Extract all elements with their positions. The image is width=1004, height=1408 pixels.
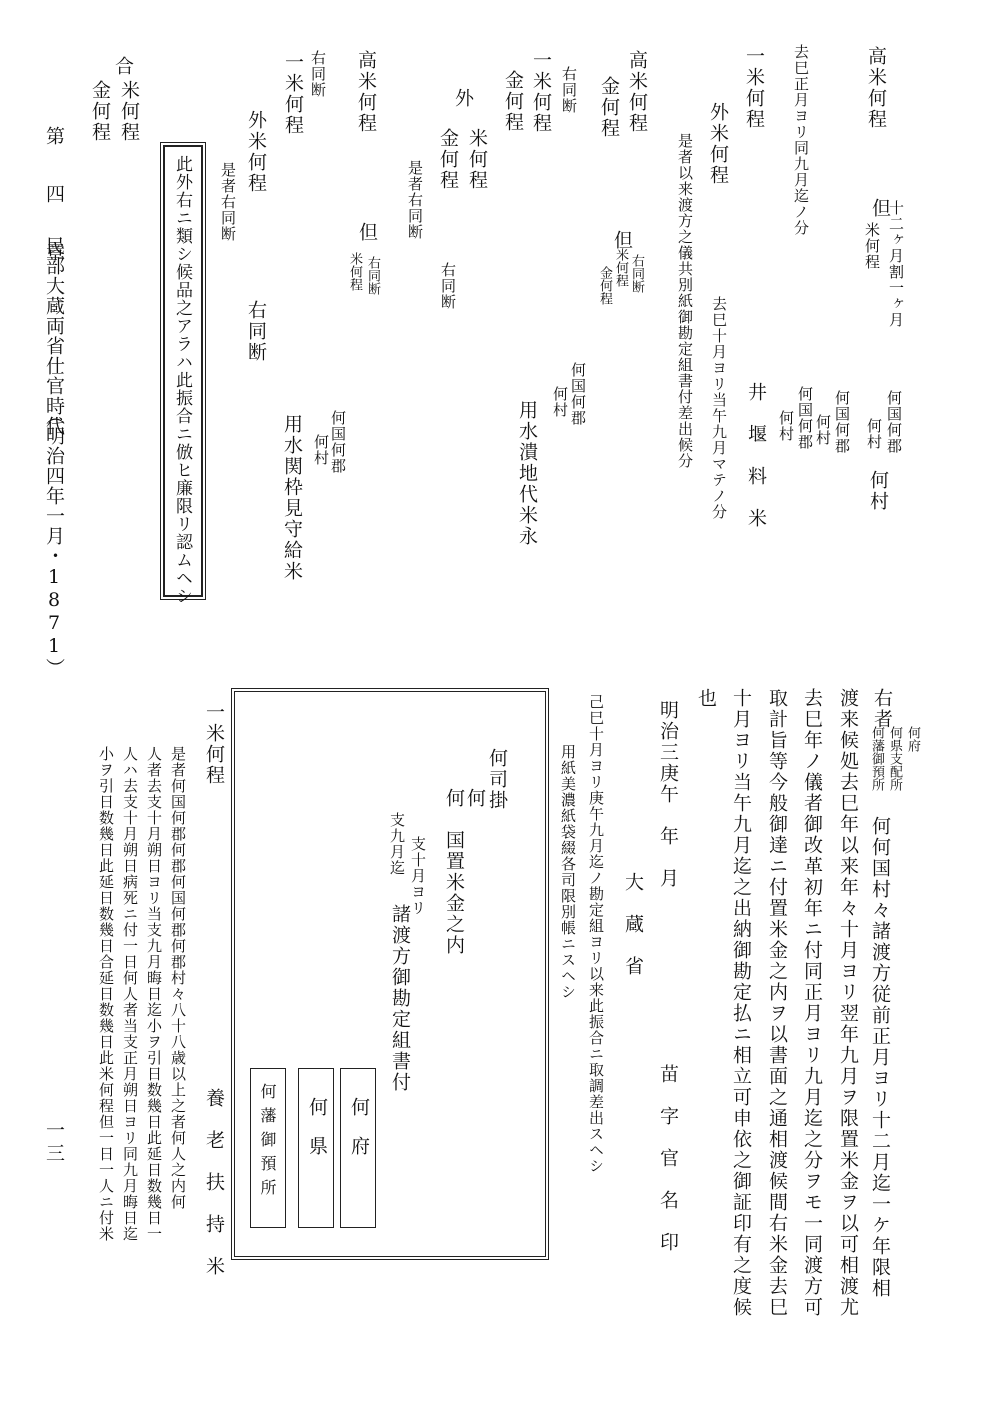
explanatory-note: 是者右同断 [406,160,424,240]
location-note: 何国何郡 [329,410,347,474]
body-line: 何何国村々諸渡方従前正月ヨリ十二月迄一ケ年限相 [869,816,891,1299]
same-as-above: 右同断 [245,300,267,363]
location-note: 何国何郡 [833,390,851,454]
proviso-mark: 但 [869,198,891,219]
location-note: 何国何郡 [796,386,814,450]
stamp-box-ken [298,1068,334,1228]
form-period: 支九月迄 [388,812,406,876]
document-head: 右者 [871,688,893,730]
form-period: 支十月ヨリ [409,836,427,916]
entry-rice: 一米何程 [530,50,552,134]
item-label: 用水潰地代米永 [516,400,538,547]
location-note: 何村 [814,414,832,446]
form-subject: 諸渡方御勘定組書付 [389,904,411,1093]
explanatory-note: 是者以来渡方之儀共別紙御勘定組書付差出候分 [676,133,694,469]
explanatory-note: 人ハ去支十月朔日病死ニ付一日何人者当支正月朔日ヨリ同九月晦日迄 [121,746,139,1242]
stamp-label: 何県 [306,1097,328,1175]
extra-heading: 外 [452,88,474,109]
period-heading: 去巳正月ヨリ同九月迄ノ分 [792,44,810,236]
entry-money: 金何程 [598,76,620,139]
proviso-note: 右同断 [629,254,644,293]
explanatory-note: 是者右同断 [219,162,237,242]
date-line: 明治三庚午 年 月 [657,700,679,889]
ministry-name: 大 蔵 省 [622,872,644,977]
body-line: 去巳年ノ儀者御改革初年ニ付同正月ヨリ九月迄之分ヲモ一同渡方可 [801,688,823,1318]
proviso-note: 米何程 [347,252,362,291]
note-box-text: 此外右ニ類シ候品之アラハ此振合ニ倣ヒ廉限リ認ムヘシ [172,155,192,605]
explanatory-note: 人者去支十月朔日ヨリ当支九月晦日迄小ヲ引日数幾日此延日数幾日一 [145,746,163,1242]
body-line: 渡来候処去巳年以来年々十月ヨリ翌年九月ヲ限置米金ヲ以可相渡尤 [837,688,859,1318]
period-note: 去巳十月ヨリ当午九月マテノ分 [710,296,728,520]
office-note: 何府 [905,726,920,752]
proviso-note: 右同断 [365,256,380,295]
proviso-note: 米何程 [863,222,881,270]
entry-total-rice: 高米何程 [355,50,377,134]
chapter-label: 第 四 章 [43,126,65,271]
entry-total-rice: 高米何程 [865,46,887,130]
location-note: 何村 [777,410,795,442]
location-note: 何国何郡 [885,390,903,454]
same-as-above: 右同断 [560,66,578,114]
form-title: 何司掛 [486,748,508,811]
location-note: 何村 [551,386,569,418]
same-as-above: 右同断 [439,262,457,310]
entry-rice: 一米何程 [743,46,765,130]
location-note: 何村 [865,418,883,450]
stamp-label: 何藩御預所 [258,1083,277,1203]
entry-total-rice: 高米何程 [626,50,648,134]
entry-rice: 米何程 [466,128,488,191]
body-line: 取計旨等今般御達ニ付置米金之内ヲ以書面之通相渡候間右米金去巳 [766,688,788,1318]
total-rice: 米何程 [118,80,140,143]
item-label: 養 老 扶 持 米 [203,1088,225,1277]
rule-note: 用紙美濃紙袋綴各司限別帳ニスヘシ [559,744,577,1000]
proviso-note: 十二ヶ月割一ヶ月 [887,200,905,328]
total-heading: 合 [112,56,134,77]
item-label: 用水関枠見守給米 [281,414,303,582]
explanatory-note: 是者何国何郡何郡何国何郡何郡村々八十八歳以上之者何人之内何 [169,746,187,1210]
page-number: 一三 [43,1120,65,1166]
location-note: 何国何郡 [569,362,587,426]
form-line: 何 国置米金之内 [443,788,465,956]
form-line: 何 [464,788,486,809]
village-label: 何村 [867,470,889,512]
rule-note: 己巳十月ヨリ庚午九月迄ノ勘定組ヨリ以来此振合ニ取調差出スヘシ [587,694,605,1174]
entry-extra-rice: 外米何程 [245,110,267,194]
location-note: 何村 [312,434,330,466]
explanatory-note: 小ヲ引日数幾日此延日数幾日合延日数幾日此米何程但一日一人ニ付米 [97,746,115,1242]
same-as-above: 右同断 [309,50,327,98]
total-money: 金何程 [89,80,111,143]
entry-money: 金何程 [502,70,524,133]
entry-extra-rice: 外米何程 [707,102,729,186]
entry-rice: 一米何程 [282,52,304,136]
stamp-box-fu [340,1068,376,1228]
proviso-note: 米何程 [613,248,628,287]
proviso-note: 金何程 [597,266,612,305]
body-line: 也 [695,688,717,709]
stamp-box-han [250,1068,286,1228]
office-note: 何県支配所 [887,726,902,791]
entry-money: 金何程 [437,128,459,191]
period-label: （明治四年一月・1871） [43,406,65,678]
entry-rice: 一米何程 [203,702,225,786]
office-note: 何藩御預所 [869,726,884,791]
body-line: 十月ヨリ当午九月迄之出納御勘定払ニ相立可申依之御証印有之度候 [730,688,752,1318]
note-box [163,145,203,605]
proviso-mark: 但 [611,230,633,251]
item-label: 井 堰 料 米 [745,382,767,529]
signature-line: 苗 字 官 名 印 [657,1064,679,1253]
proviso-mark: 但 [356,222,378,243]
section-title: 民部大蔵両省仕官時代 [43,236,65,436]
stamp-label: 何府 [348,1097,370,1175]
